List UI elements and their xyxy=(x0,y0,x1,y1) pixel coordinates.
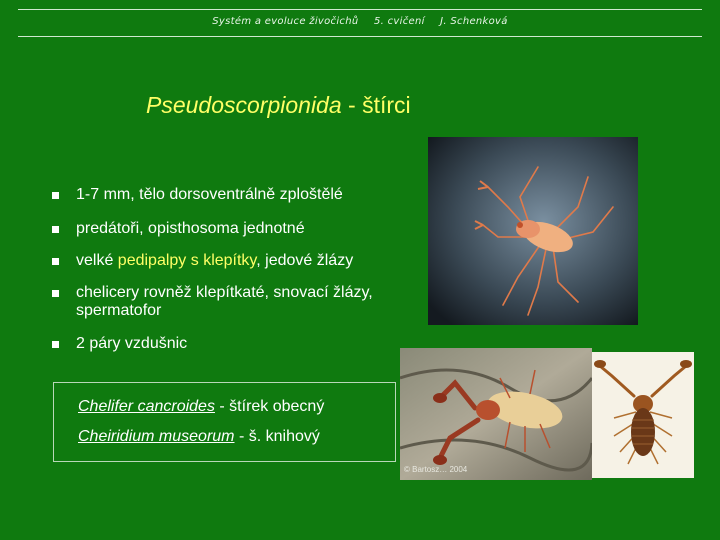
species-czech: - š. knihový xyxy=(234,428,320,445)
bullet-text-pre: velké xyxy=(76,252,118,269)
species-box xyxy=(53,382,396,462)
species-item xyxy=(78,428,320,446)
bullet-text: predátoři, opisthosoma jednotné xyxy=(76,220,305,237)
slide-title xyxy=(146,92,411,119)
bullet-text-post: , jedové žlázy xyxy=(256,252,354,269)
header-top-rule xyxy=(18,9,702,10)
bullet-marker xyxy=(52,258,59,265)
bullet-highlight: pedipalpy s klepítky xyxy=(117,252,257,269)
bullet-marker xyxy=(52,290,59,297)
bullet-text: chelicery rovněž klepítkaté, snovací žlázy, spermatofor xyxy=(76,284,373,319)
species-latin: Cheiridium museorum xyxy=(78,428,235,445)
pseudoscorpion-photo-2 xyxy=(400,348,592,480)
title-czech: štírci xyxy=(362,92,411,118)
species-czech: - štírek obecný xyxy=(214,398,325,415)
bullet-text: 2 páry vzdušnic xyxy=(76,335,188,352)
header-exercise: 5. cvičení xyxy=(374,16,425,27)
slide-header xyxy=(0,16,720,27)
header-bottom-rule xyxy=(18,36,702,37)
pseudoscorpion-photo-1 xyxy=(428,137,638,325)
bullet-text: 1-7 mm, tělo dorsoventrálně zploštělé xyxy=(76,186,343,203)
header-author: J. Schenková xyxy=(440,16,508,27)
species-item xyxy=(78,398,324,416)
bullet-marker xyxy=(52,192,59,199)
bullet-marker xyxy=(52,341,59,348)
bullet-text xyxy=(76,252,353,270)
bullet-marker xyxy=(52,226,59,233)
photo-credit: © Bartosz… 2004 xyxy=(404,465,468,474)
title-dash: - xyxy=(348,92,356,118)
header-course: Systém a evoluce živočichů xyxy=(212,16,359,27)
pseudoscorpion-photo-3 xyxy=(592,352,694,478)
species-latin: Chelifer cancroides xyxy=(78,398,215,415)
title-latin: Pseudoscorpionida xyxy=(146,92,342,118)
